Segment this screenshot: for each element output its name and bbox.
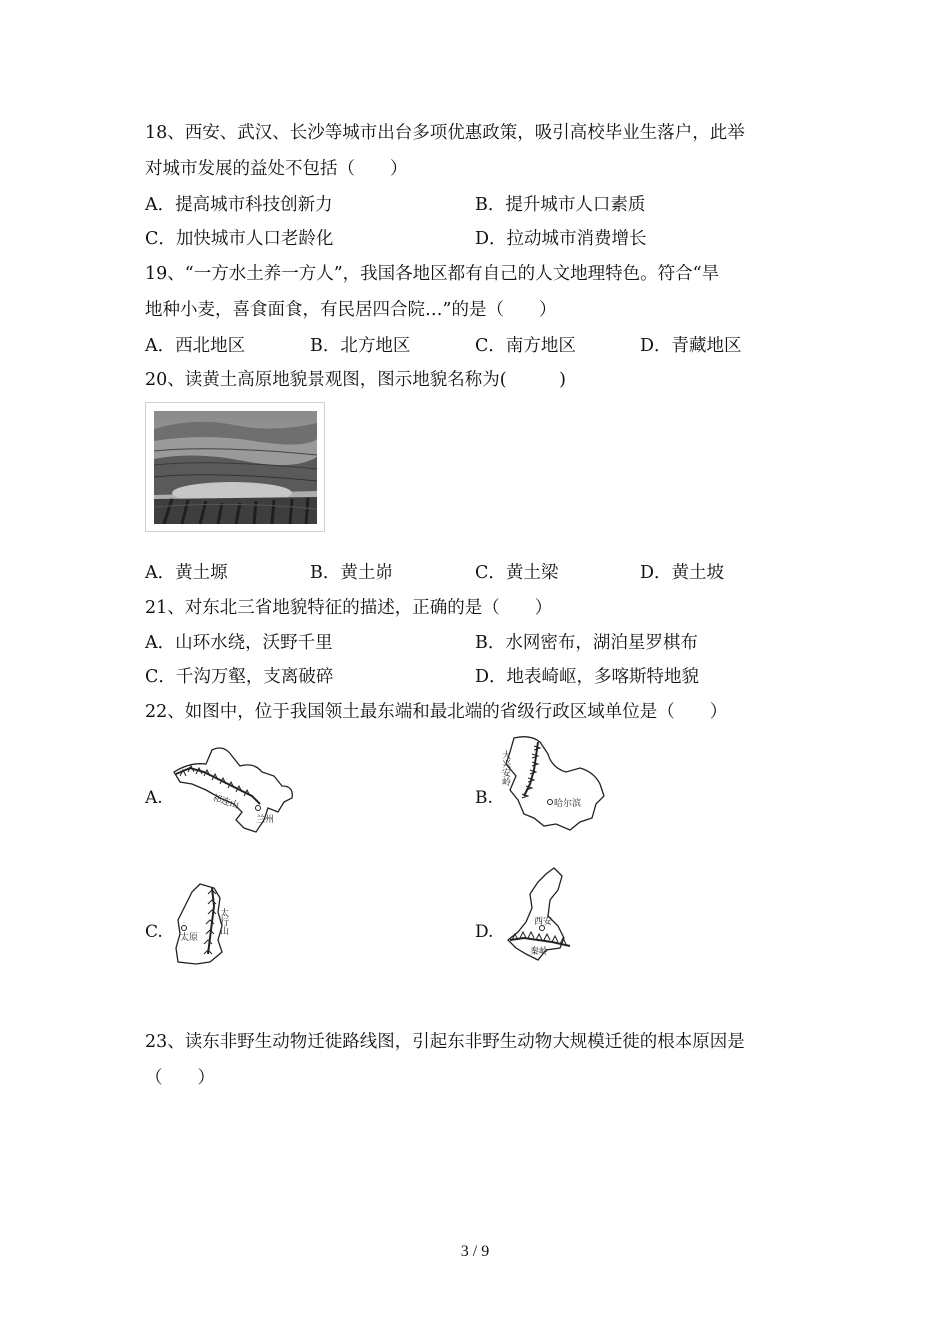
q22-map-b-city: 哈尔滨 — [554, 799, 582, 809]
shaanxi-map — [500, 866, 580, 962]
q22-map-b-label: B. — [475, 788, 493, 808]
q22-map-d-city: 西安 — [534, 917, 553, 927]
q18-stem-line1: 18、西安、武汉、长沙等城市出台多项优惠政策，吸引高校毕业生落户，此举 — [145, 123, 745, 143]
q20-stem: 20、读黄土高原地貌景观图，图示地貌名称为( ) — [145, 370, 566, 390]
q22-stem: 22、如图中，位于我国领土最东端和最北端的省级行政区域单位是（ ） — [145, 702, 728, 722]
page-number: 3 / 9 — [460, 1243, 490, 1260]
q22-map-d-label: D. — [475, 922, 494, 942]
q21-option-a: A．山环水绕，沃野千里 — [145, 633, 333, 653]
q20-option-d: D．黄土坡 — [640, 563, 725, 583]
q19-option-b: B．北方地区 — [310, 336, 411, 356]
q21-option-c: C．千沟万壑，支离破碎 — [145, 667, 334, 687]
q22-map-c-label: C. — [145, 922, 163, 942]
q22-map-a-mountain: 祁连山 — [211, 793, 240, 812]
q22-map-a-label: A. — [145, 788, 163, 808]
gansu-map — [170, 742, 300, 834]
q22-map-b-mountain-label — [500, 749, 511, 787]
q20-option-b: B．黄土峁 — [310, 563, 393, 583]
q23-stem-line2: （ ） — [145, 1068, 215, 1088]
q21-stem: 21、对东北三省地貌特征的描述，正确的是（ ） — [145, 598, 553, 618]
q20-option-c: C．黄土梁 — [475, 563, 559, 583]
loess-plateau-photo — [145, 402, 325, 532]
q18-option-b: B．提升城市人口素质 — [475, 195, 646, 215]
q19-option-c: C．南方地区 — [475, 336, 576, 356]
q20-option-a: A．黄土塬 — [145, 563, 228, 583]
q22-map-b-mountain: 大兴安岭 — [500, 750, 510, 786]
q19-option-d: D．青藏地区 — [640, 336, 742, 356]
q18-option-c: C．加快城市人口老龄化 — [145, 229, 334, 249]
q22-map-c-mountain: 太行山 — [218, 908, 228, 935]
q21-option-d: D．地表崎岖，多喀斯特地貌 — [475, 667, 700, 687]
heilongjiang-map — [500, 734, 612, 832]
q19-option-a: A．西北地区 — [145, 336, 246, 356]
q22-map-a-city: 兰州 — [256, 815, 275, 825]
q18-stem-line2: 对城市发展的益处不包括（ ） — [145, 159, 408, 179]
q22-map-c-city: 太原 — [180, 933, 199, 943]
q18-option-d: D．拉动城市消费增长 — [475, 229, 647, 249]
shanxi-map — [170, 882, 242, 968]
q21-option-b: B．水网密布，湖泊星罗棋布 — [475, 633, 698, 653]
q19-stem-line2: 地种小麦，喜食面食，有民居四合院…”的是（ ） — [145, 300, 557, 320]
q18-option-a: A．提高城市科技创新力 — [145, 195, 333, 215]
q22-map-d-mountain: 秦岭 — [530, 947, 549, 957]
q19-stem-line1: 19、“一方水土养一方人”，我国各地区都有自己的人文地理特色。符合“旱 — [145, 264, 720, 284]
q23-stem-line1: 23、读东非野生动物迁徙路线图，引起东非野生动物大规模迁徙的根本原因是 — [145, 1032, 745, 1052]
